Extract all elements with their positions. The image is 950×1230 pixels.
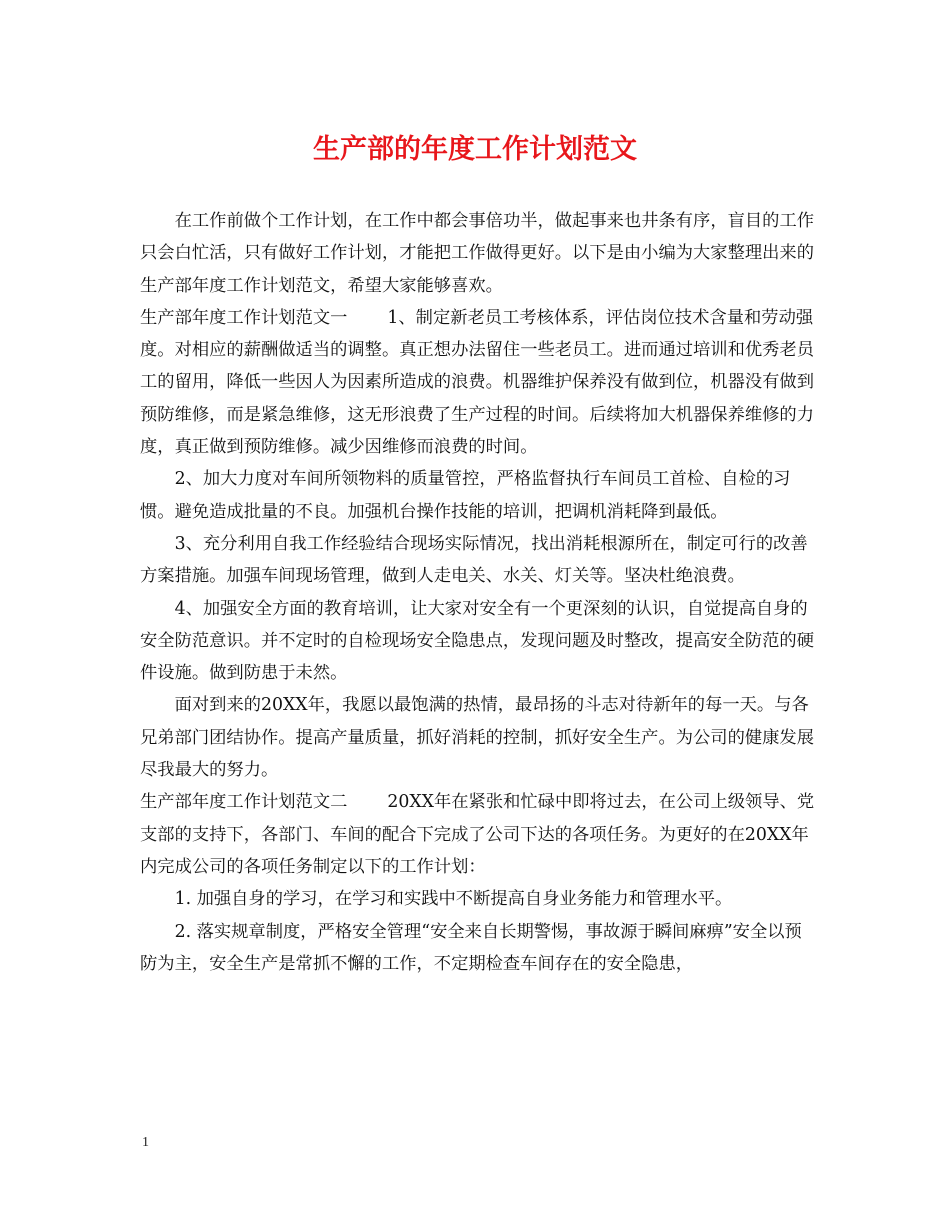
section1-item3: 3、充分利用自我工作经验结合现场实际情况，找出消耗根源所在，制定可行的改善方案措施。加强车间现场管理，做到人走电关、水关、灯关等。坚决杜绝浪费。 <box>140 533 808 587</box>
section1-item2: 2、加大力度对车间所领物料的质量管控，严格监督执行车间员工首检、自检的习惯。避免造成批量的不良。加强机台操作技能的培训，把调机消耗降到最低。 <box>140 469 791 522</box>
document-title: 生产部的年度工作计划范文 <box>313 134 637 165</box>
section1-item4: 4、加强安全方面的教育培训，让大家对安全有一个更深刻的认识，自觉提高自身的安全防范意识。并不定时的自检现场安全隐患点，发现问题及时整改，提高安全防范的硬件设施。做到防患于未然。 <box>140 598 814 684</box>
paragraph-section1-first <box>140 302 816 463</box>
section1-closing: 面对到来的20XX年，我愿以最饱满的热情，最昂扬的斗志对待新年的每一天。与各兄弟部门团结协作。提高产量质量，抓好消耗的控制，抓好安全生产。为公司的健康发展尽我最大的努力。 <box>140 695 814 781</box>
page-number: 1 <box>142 1135 149 1150</box>
section2-item1: 1. 加强自身的学习，在学习和实践中不断提高自身业务能力和管理水平。 <box>174 889 733 910</box>
section2-heading: 生产部年度工作计划范文二 <box>140 792 348 813</box>
section1-heading: 生产部年度工作计划范文一 <box>140 307 348 328</box>
document-body <box>140 205 816 980</box>
paragraph-intro: 在工作前做个工作计划，在工作中都会事倍功半，做起事来也井条有序，盲目的工作只会白忙活，只有做好工作计划，才能把工作做得更好。以下是由小编为大家整理出来的生产部年度工作计划范文，希望大家能够喜欢。 <box>140 211 815 296</box>
section2-item2: 2. 落实规章制度，严格安全管理“安全来自长期警惕，事故源于瞬间麻痹”安全以预防为主，安全生产是常抓不懈的工作，不定期检查车间存在的安全隐患， <box>140 921 802 974</box>
section2-intro: 20XX年在紧张和忙碌中即将过去，在公司上级领导、党支部的支持下，各部门、车间的配合下完成了公司下达的各项任务。为更好的在20XX年内完成公司的各项任务制定以下的工作计划： <box>140 792 815 877</box>
section1-item1: 1、制定新老员工考核体系，评估岗位技术含量和劳动强度。对相应的薪酬做适当的调整。真正想办法留住一些老员工。进而通过培训和优秀老员工的留用，降低一些因人为因素所造成的浪费。机器维护保养没有做到位，机器没有做到预防维修，而是紧急维修，这无形浪费了生产过程的时间。后续将加大机器保养维修的力度，真正做到预防维修。减少因维修而浪费的时间。 <box>140 307 814 458</box>
paragraph-section2-first <box>140 786 816 883</box>
